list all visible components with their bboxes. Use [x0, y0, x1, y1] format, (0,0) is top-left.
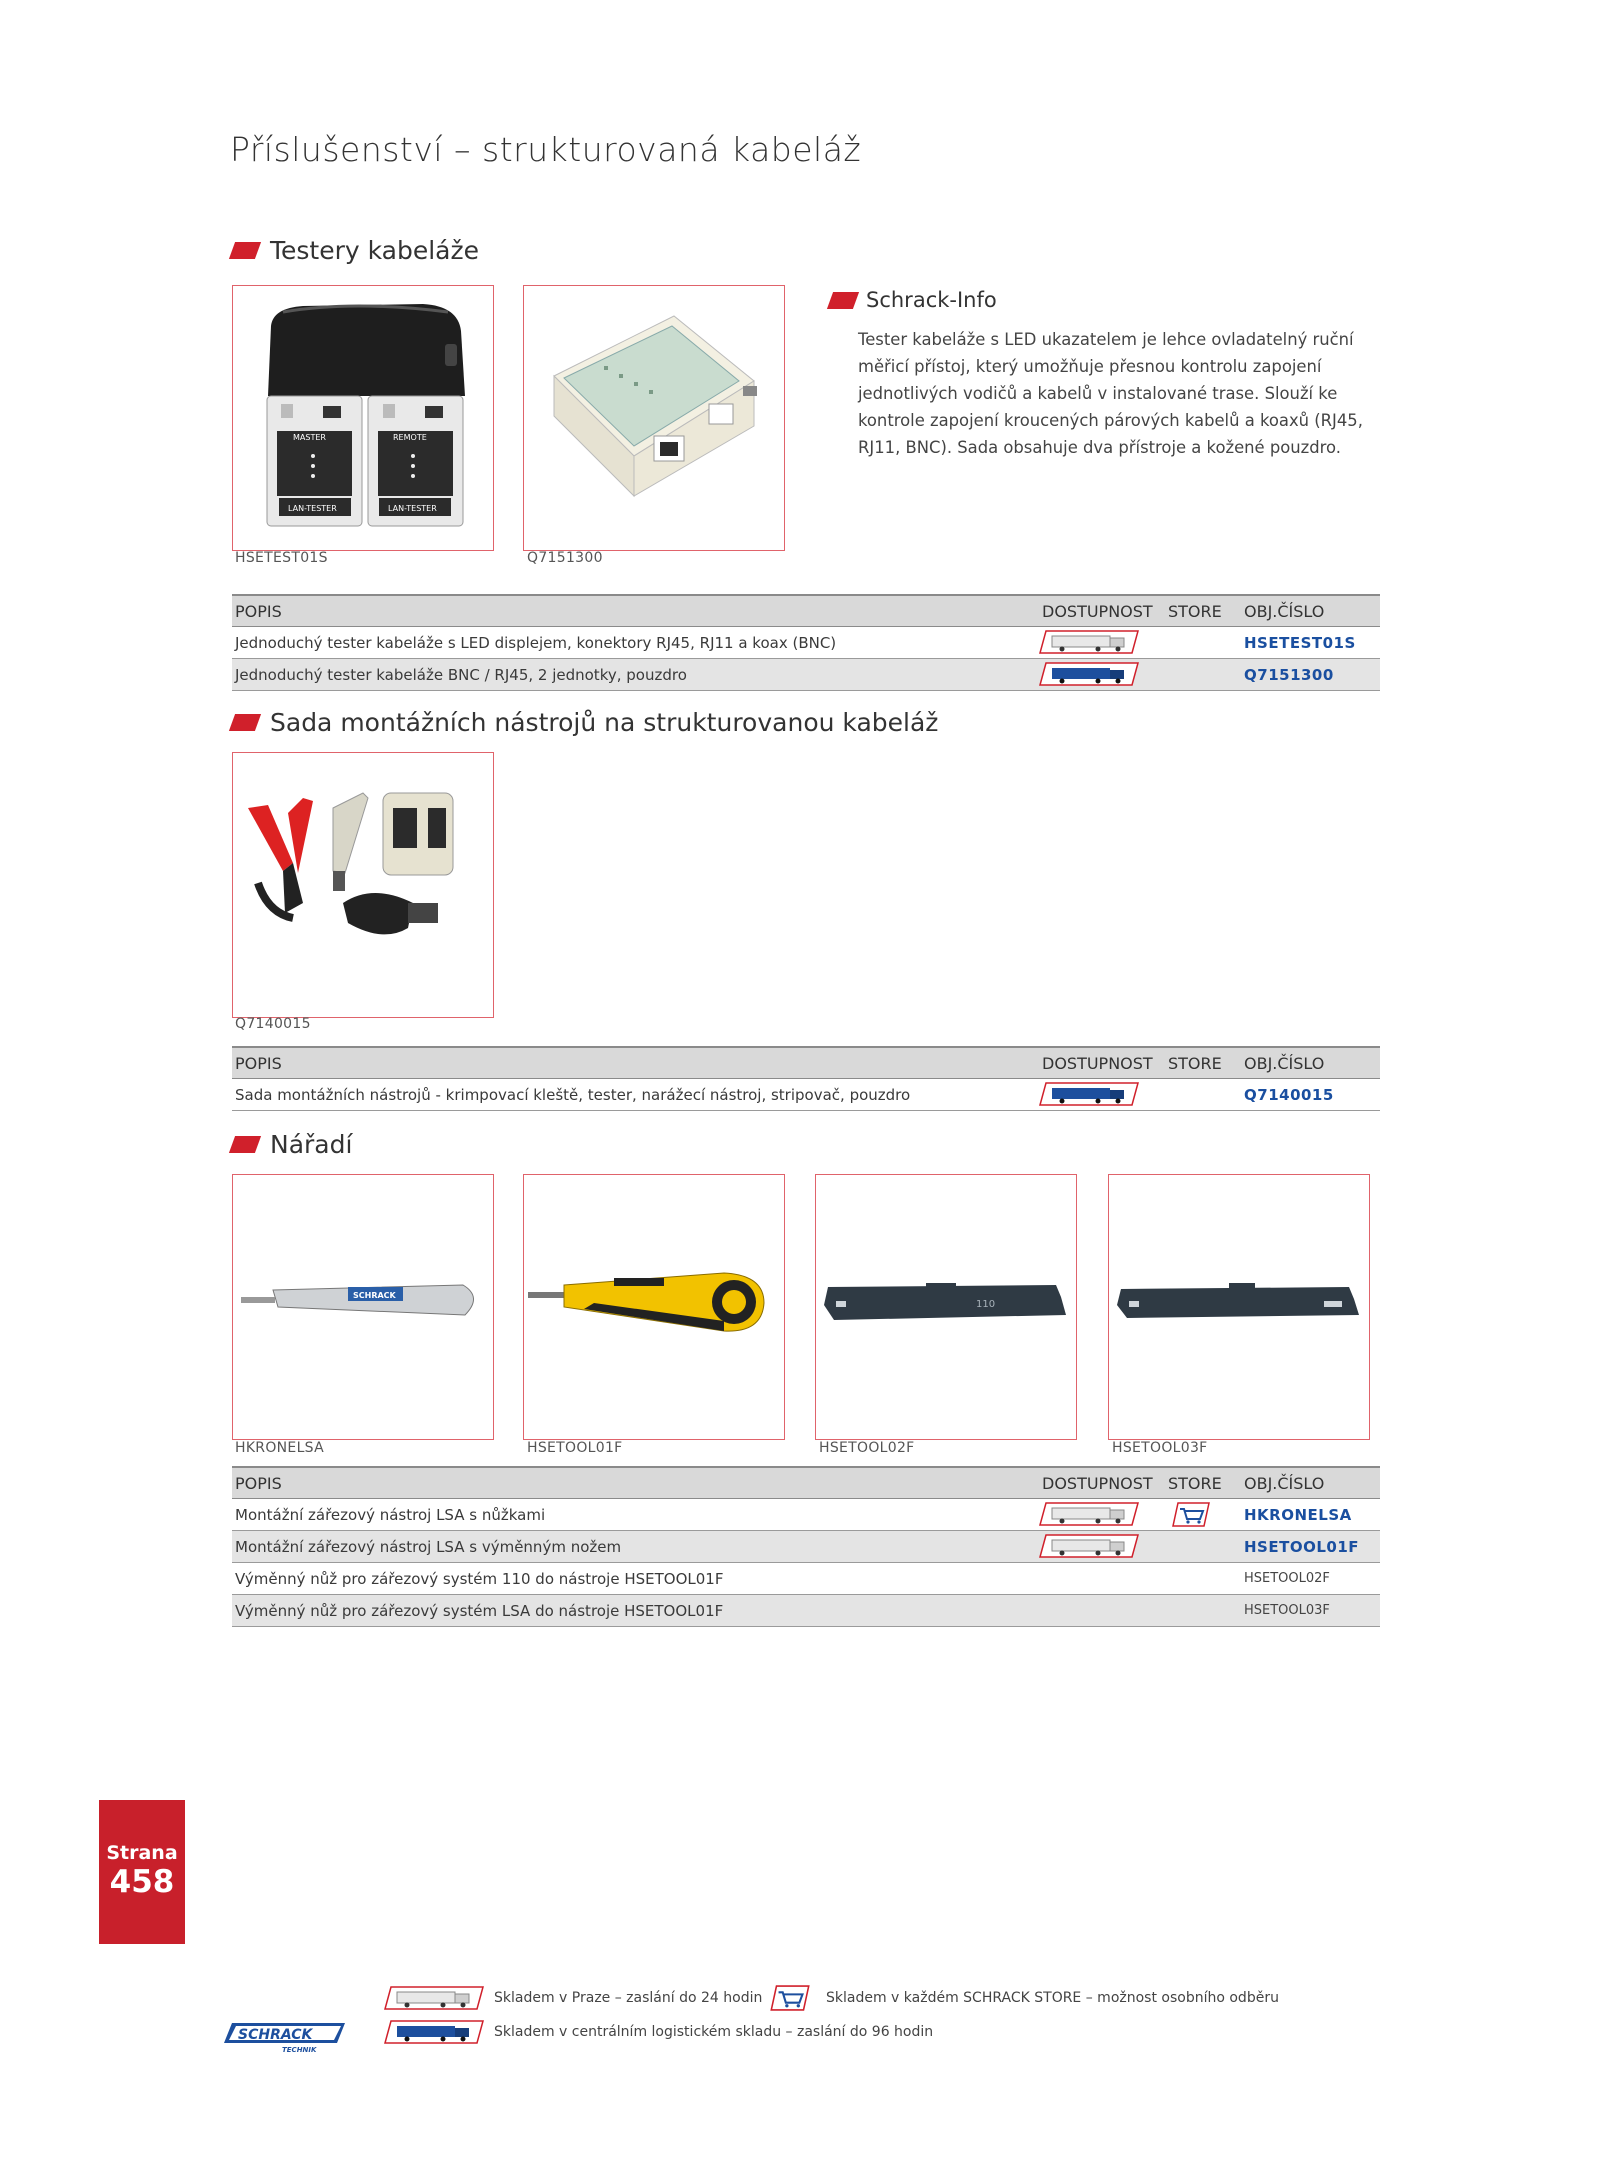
- row-order-number[interactable]: HKRONELSA: [1244, 1505, 1352, 1524]
- table-row: [232, 1531, 1380, 1563]
- product-table-toolset: [232, 1046, 1380, 1111]
- table-header: [232, 594, 1380, 627]
- svg-text:TECHNIK: TECHNIK: [282, 2046, 317, 2054]
- image-caption: HKRONELSA: [235, 1440, 324, 1456]
- table-row: [232, 659, 1380, 691]
- section-title: Sada montážních nástrojů na strukturovanou kabeláž: [270, 708, 939, 737]
- header-store: STORE: [1168, 1053, 1222, 1073]
- page-number-badge: [99, 1800, 185, 1944]
- table-row: [232, 627, 1380, 659]
- section-heading-toolset: [232, 708, 938, 737]
- cart-icon: [766, 1985, 814, 2011]
- section-marker-icon: [229, 714, 261, 731]
- row-order-number[interactable]: Q7151300: [1244, 665, 1334, 684]
- schrack-info-text: Tester kabeláže s LED ukazatelem je lehce ovladatelný ruční měřicí přístoj, který umožňuje přesnou kontrolu zapojení jednotlivých vodičů a kabelů v instalované trase. Slouží ke kontrole zapojení kroucených párových kabelů a koaxů (RJ45, RJ11, BNC). Sada obsahuje dva přístroje a kožené pouzdro.: [858, 330, 1363, 457]
- row-description: Výměnný nůž pro zářezový systém LSA do nástroje HSETOOL01F: [235, 1601, 724, 1620]
- row-description: Jednoduchý tester kabeláže s LED displejem, konektory RJ45, RJ11 a koax (BNC): [235, 633, 837, 652]
- table-row: [232, 1563, 1380, 1595]
- punch-tool-image: [524, 1175, 784, 1439]
- header-dostupnost: DOSTUPNOST: [1042, 601, 1153, 621]
- header-obj-cislo: OBJ.ČÍSLO: [1244, 1053, 1325, 1073]
- image-caption: Q7140015: [235, 1016, 311, 1032]
- section-title: Nářadí: [270, 1130, 353, 1159]
- section-marker-icon: [229, 242, 261, 259]
- praha-truck-icon: [1038, 1533, 1140, 1559]
- row-order-number[interactable]: HSETOOL01F: [1244, 1537, 1360, 1556]
- product-table-testers: [232, 594, 1380, 691]
- row-description: Jednoduchý tester kabeláže BNC / RJ45, 2 jednotky, pouzdro: [235, 665, 687, 684]
- image-caption: HSETOOL01F: [527, 1440, 623, 1456]
- table-row: [232, 1499, 1380, 1531]
- page-badge-label: Strana: [106, 1842, 178, 1864]
- product-image-q7151300: [523, 285, 785, 551]
- section-heading-testers: [232, 236, 479, 265]
- image-caption: HSETOOL02F: [819, 1440, 915, 1456]
- header-obj-cislo: OBJ.ČÍSLO: [1244, 601, 1325, 621]
- header-dostupnost: DOSTUPNOST: [1042, 1053, 1153, 1073]
- legend-praha: Skladem v Praze – zaslání do 24 hodin: [494, 1990, 763, 2006]
- header-popis: POPIS: [235, 1053, 282, 1073]
- product-image-hkronelsa: [232, 1174, 494, 1440]
- header-obj-cislo: OBJ.ČÍSLO: [1244, 1473, 1325, 1493]
- legend-central: Skladem v centrálním logistickém skladu – zaslání do 96 hodin: [494, 2024, 934, 2040]
- schrack-info-heading: [830, 288, 997, 312]
- header-popis: POPIS: [235, 601, 282, 621]
- lsa-tool-image: [233, 1175, 493, 1439]
- blade-110-image: [816, 1175, 1076, 1439]
- praha-truck-icon: [1038, 1501, 1140, 1527]
- page-title: Příslušenství – strukturovaná kabeláž: [230, 130, 862, 169]
- product-image-hsetool02f: [815, 1174, 1077, 1440]
- cart-icon: [1172, 1502, 1210, 1527]
- row-description: Výměnný nůž pro zářezový systém 110 do nástroje HSETOOL01F: [235, 1569, 724, 1588]
- section-title: Testery kabeláže: [270, 236, 480, 265]
- table-header: [232, 1046, 1380, 1079]
- tool-set-image: [233, 753, 493, 1017]
- row-description: Montážní zářezový nástroj LSA s nůžkami: [235, 1505, 546, 1524]
- product-image-hsetool01f: [523, 1174, 785, 1440]
- row-description: Montážní zářezový nástroj LSA s výměnným nožem: [235, 1537, 622, 1556]
- svg-text:REMOTE: REMOTE: [393, 433, 427, 442]
- svg-text:SCHRACK: SCHRACK: [238, 2027, 313, 2043]
- table-row: [232, 1595, 1380, 1627]
- praha-truck-icon: [1038, 629, 1140, 655]
- info-title: Schrack-Info: [866, 288, 997, 312]
- legend-store: Skladem v každém SCHRACK STORE – možnost osobního odběru: [826, 1990, 1279, 2006]
- image-caption: HSETEST01S: [235, 550, 328, 566]
- section-heading-tools: [232, 1130, 352, 1159]
- svg-text:LAN-TESTER: LAN-TESTER: [388, 504, 437, 513]
- svg-text:SCHRACK: SCHRACK: [353, 1291, 396, 1300]
- row-order-number[interactable]: HSETOOL03F: [1244, 1603, 1330, 1618]
- page-badge-number: 458: [109, 1864, 175, 1900]
- product-image-hsetest01s: [232, 285, 494, 551]
- row-order-number[interactable]: HSETEST01S: [1244, 633, 1356, 652]
- product-image-hsetool03f: [1108, 1174, 1370, 1440]
- table-row: [232, 1079, 1380, 1111]
- product-image-q7140015: [232, 752, 494, 1018]
- central-truck-icon: [1038, 661, 1140, 687]
- section-marker-icon: [229, 1136, 261, 1153]
- svg-text:110: 110: [976, 1299, 996, 1310]
- image-caption: Q7151300: [527, 550, 603, 566]
- row-order-number[interactable]: HSETOOL02F: [1244, 1571, 1330, 1586]
- schrack-logo: [222, 2021, 347, 2055]
- image-caption: HSETOOL03F: [1112, 1440, 1208, 1456]
- header-store: STORE: [1168, 1473, 1222, 1493]
- praha-truck-icon: [383, 1985, 485, 2011]
- header-dostupnost: DOSTUPNOST: [1042, 1473, 1153, 1493]
- header-store: STORE: [1168, 601, 1222, 621]
- section-marker-icon: [827, 292, 859, 309]
- cable-tester-image: [524, 286, 784, 550]
- row-description: Sada montážních nástrojů - krimpovací kleště, tester, narážecí nástroj, stripovač, pouzdro: [235, 1085, 911, 1104]
- svg-text:LAN-TESTER: LAN-TESTER: [288, 504, 337, 513]
- table-header: [232, 1466, 1380, 1499]
- lan-tester-set-image: [233, 286, 493, 550]
- central-truck-icon: [383, 2019, 485, 2045]
- product-table-tools: [232, 1466, 1380, 1627]
- row-order-number[interactable]: Q7140015: [1244, 1085, 1334, 1104]
- svg-text:MASTER: MASTER: [293, 433, 326, 442]
- central-truck-icon: [1038, 1081, 1140, 1107]
- blade-lsa-image: [1109, 1175, 1369, 1439]
- header-popis: POPIS: [235, 1473, 282, 1493]
